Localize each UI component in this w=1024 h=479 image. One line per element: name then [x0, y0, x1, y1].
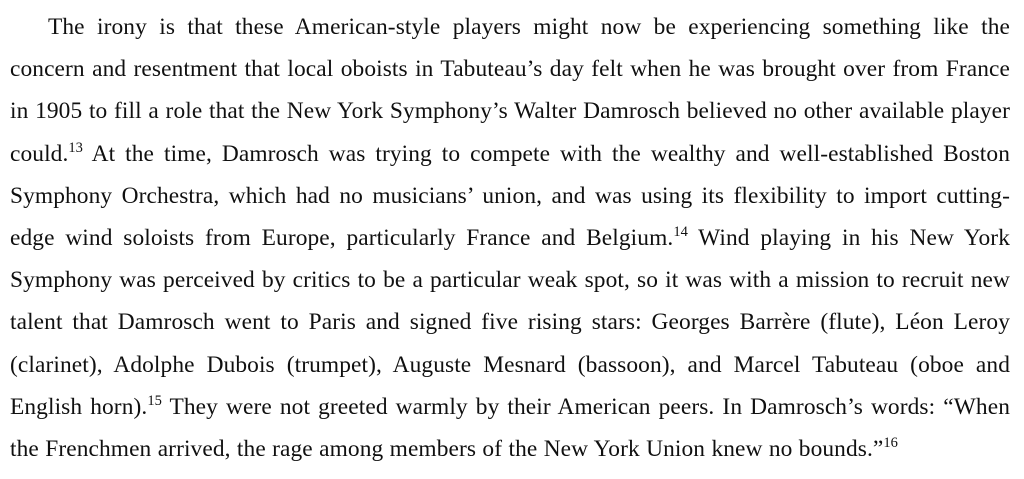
footnote-marker-14[interactable]: 14	[673, 224, 688, 241]
body-paragraph	[10, 6, 1010, 470]
paragraph-segment-text-4: They were not greeted warmly by their American peers. In Damrosch’s words: “When the Frenchmen arrived, the rage among members of the New York Union knew no bounds.”	[10, 393, 1010, 463]
paragraph-segment-text-3: Wind playing in his New York Symphony was perceived by critics to be a particular weak spot, so it was with a mission to recruit new talent that Damrosch went to Paris and signed five rising stars: Georges Barrère (flute), Léon Leroy (clarinet), Adolphe Dubois (trumpet), Auguste Mesnard (bassoon), and Marcel Tabuteau (oboe and English horn).	[10, 225, 1010, 420]
footnote-marker-15[interactable]: 15	[147, 393, 162, 410]
paragraph-segment-text-2: At the time, Damrosch was trying to compete with the wealthy and well-established Boston Symphony Orchestra, which had no musicians’ union, and was using its flexibility to import cutting-edge wind soloists from Europe, particularly France and Belgium.	[10, 140, 1010, 252]
paragraph-segment-text-1: The irony is that these American-style players might now be experiencing something like the concern and resentment that local oboists in Tabuteau’s day felt when he was brought over from France in 1905 to fill a role that the New York Symphony’s Walter Damrosch believed no other available player could.	[10, 14, 1010, 167]
footnote-marker-16[interactable]: 16	[883, 435, 898, 452]
footnote-marker-13[interactable]: 13	[68, 139, 83, 156]
